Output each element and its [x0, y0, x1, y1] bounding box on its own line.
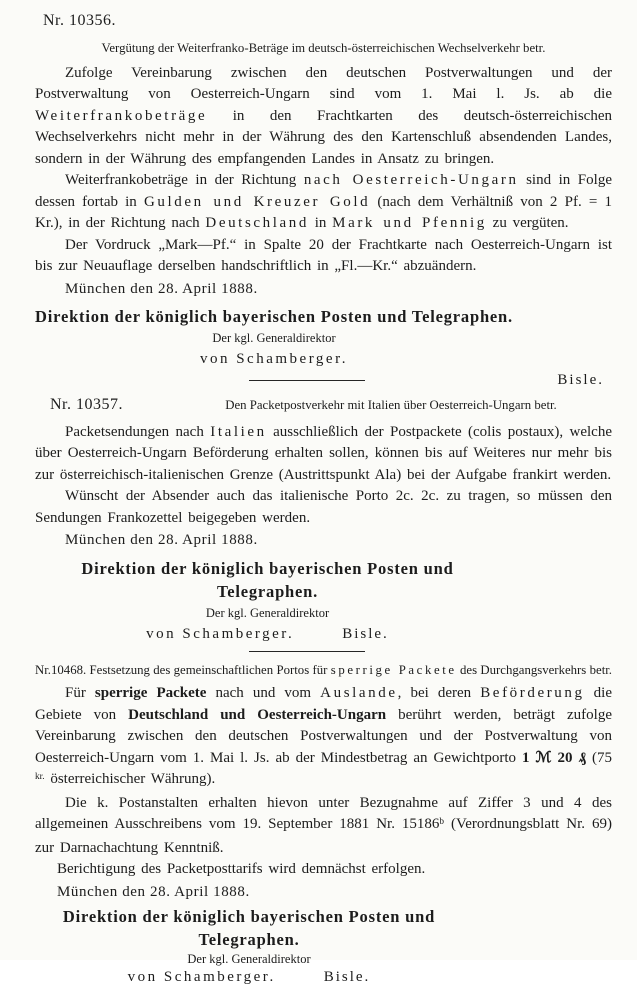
paragraph: Packetsendungen nach Italien ausschließlich der Postpackete (colis postaux), welche über Oesterreich-Ungarn Beförderung erhalten sollen, können bis auf Weiteres nur mehr bis zur österreichisch-italienischen Grenze (Austrittspunkt Ala) bei der Aufgabe frankirt werden. — [35, 423, 612, 483]
paragraph: Zufolge Vereinbarung zwischen den deutschen Postverwaltungen und der Postverwaltung von Oesterreich-Ungarn sind vom 1. Mai l. Js. ab die Weiterfrankobeträge in den Frachtkarten des deutsch-österreichischen Wechselverkehrs nicht mehr in der Währung des den Kartenschluß absendenden Landes, sondern in der Währung des empfangenden Landes in Ansatz zu bringen. — [35, 64, 612, 167]
signature-org: Direktion der königlich bayerischen Posten und Telegraphen. — [35, 307, 513, 326]
divider-rule — [249, 651, 365, 652]
paragraph: Der Vordruck „Mark—Pf.“ in Spalte 20 der Frachtkarte nach Oesterreich-Ungarn ist bis zur Neuauflage derselben handschriftlich in „Fl.—Kr.“ abzuändern. — [35, 236, 612, 274]
signature-block — [35, 305, 513, 370]
section-divider — [35, 370, 612, 392]
signature-name-row — [35, 967, 463, 989]
signature-name: von Schamberger. — [199, 351, 349, 367]
signature-name-row — [35, 624, 500, 646]
dateline: München den 28. April 1888. — [65, 280, 258, 297]
notice-10356 — [35, 10, 612, 392]
notice-subject: Vergütung der Weiterfranko-Beträge im deutsch-österreichischen Wechselverkehr betr. — [101, 40, 546, 55]
notice-10468 — [35, 662, 612, 989]
notice-number: Nr. 10357. — [50, 396, 123, 413]
dateline: München den 28. April 1888. — [65, 532, 258, 548]
signature-name: von Schamberger. — [127, 969, 276, 985]
paragraph: Weiterfrankobeträge in der Richtung nach Oesterreich-Ungarn sind in Folge dessen fortab in Gulden und Kreuzer Gold (nach dem Verhältniß von 2 Pf. = 1 Kr.), in der Richtung nach Deutschland in Mark und Pfennig zu vergüten. — [35, 172, 612, 231]
section-divider — [35, 645, 612, 659]
dateline: München den 28. April 1888. — [57, 883, 250, 900]
signature-countersign: Bisle. — [342, 625, 389, 642]
signature-role: Der kgl. Generaldirektor — [205, 605, 330, 620]
notice-header — [35, 394, 612, 416]
signature-block — [35, 905, 463, 989]
signature-role: Der kgl. Generaldirektor — [212, 331, 336, 345]
notice-number: Nr.10468. — [35, 663, 87, 677]
notice-subject: Den Packetpostverkehr mit Italien über Oesterreich-Ungarn betr. — [225, 398, 557, 412]
signature-role: Der kgl. Generaldirektor — [187, 952, 311, 966]
divider-rule — [249, 380, 365, 381]
notice-subject: Festsetzung des gemeinschaftlichen Portos für sperrige Packete des Durchgangsverkehrs betr. — [89, 663, 612, 677]
notice-10357 — [35, 394, 612, 659]
signature-countersign: Bisle. — [557, 372, 604, 388]
notice-header — [35, 662, 612, 679]
signature-countersign: Bisle. — [323, 969, 371, 985]
signature-org: Direktion der königlich bayerischen Posten und Telegraphen. — [62, 907, 436, 949]
paragraph: Wünscht der Absender auch das italienische Porto 2c. 2c. zu tragen, so müssen den Sendungen Frankozettel beigegeben werden. — [35, 488, 612, 526]
paragraph: Die k. Postanstalten erhalten hievon unter Bezugnahme auf Ziffer 3 und 4 des allgemeinen Ausschreibens vom 19. September 1881 Nr. 15186$^b$ (Verordnungsblatt Nr. 69) zur Darnachachtung Kenntniß. — [35, 794, 612, 856]
signature-org: Direktion der königlich bayerischen Posten und Telegraphen. — [81, 558, 454, 601]
paragraph: Für sperrige Packete nach und vom Auslande, bei deren Beförderung die Gebiete von Deutschland und Oesterreich-Ungarn berührt werden, beträgt zufolge Vereinbarung zwischen den deutschen Postverwaltungen und der Postverwaltung von Oesterreich-Ungarn vom 1. Mai l. Js. ab der Mindestbetrag an Gewichtporto 1 ℳ 20 ₰ (75 $^{kr.}$ österreichischer Währung). — [35, 685, 612, 787]
signature-name: von Schamberger. — [146, 625, 295, 642]
paragraph: Berichtigung des Packetposttarifs wird demnächst erfolgen. — [57, 861, 426, 877]
notice-number: Nr. 10356. — [43, 12, 116, 29]
signature-block — [35, 557, 500, 646]
